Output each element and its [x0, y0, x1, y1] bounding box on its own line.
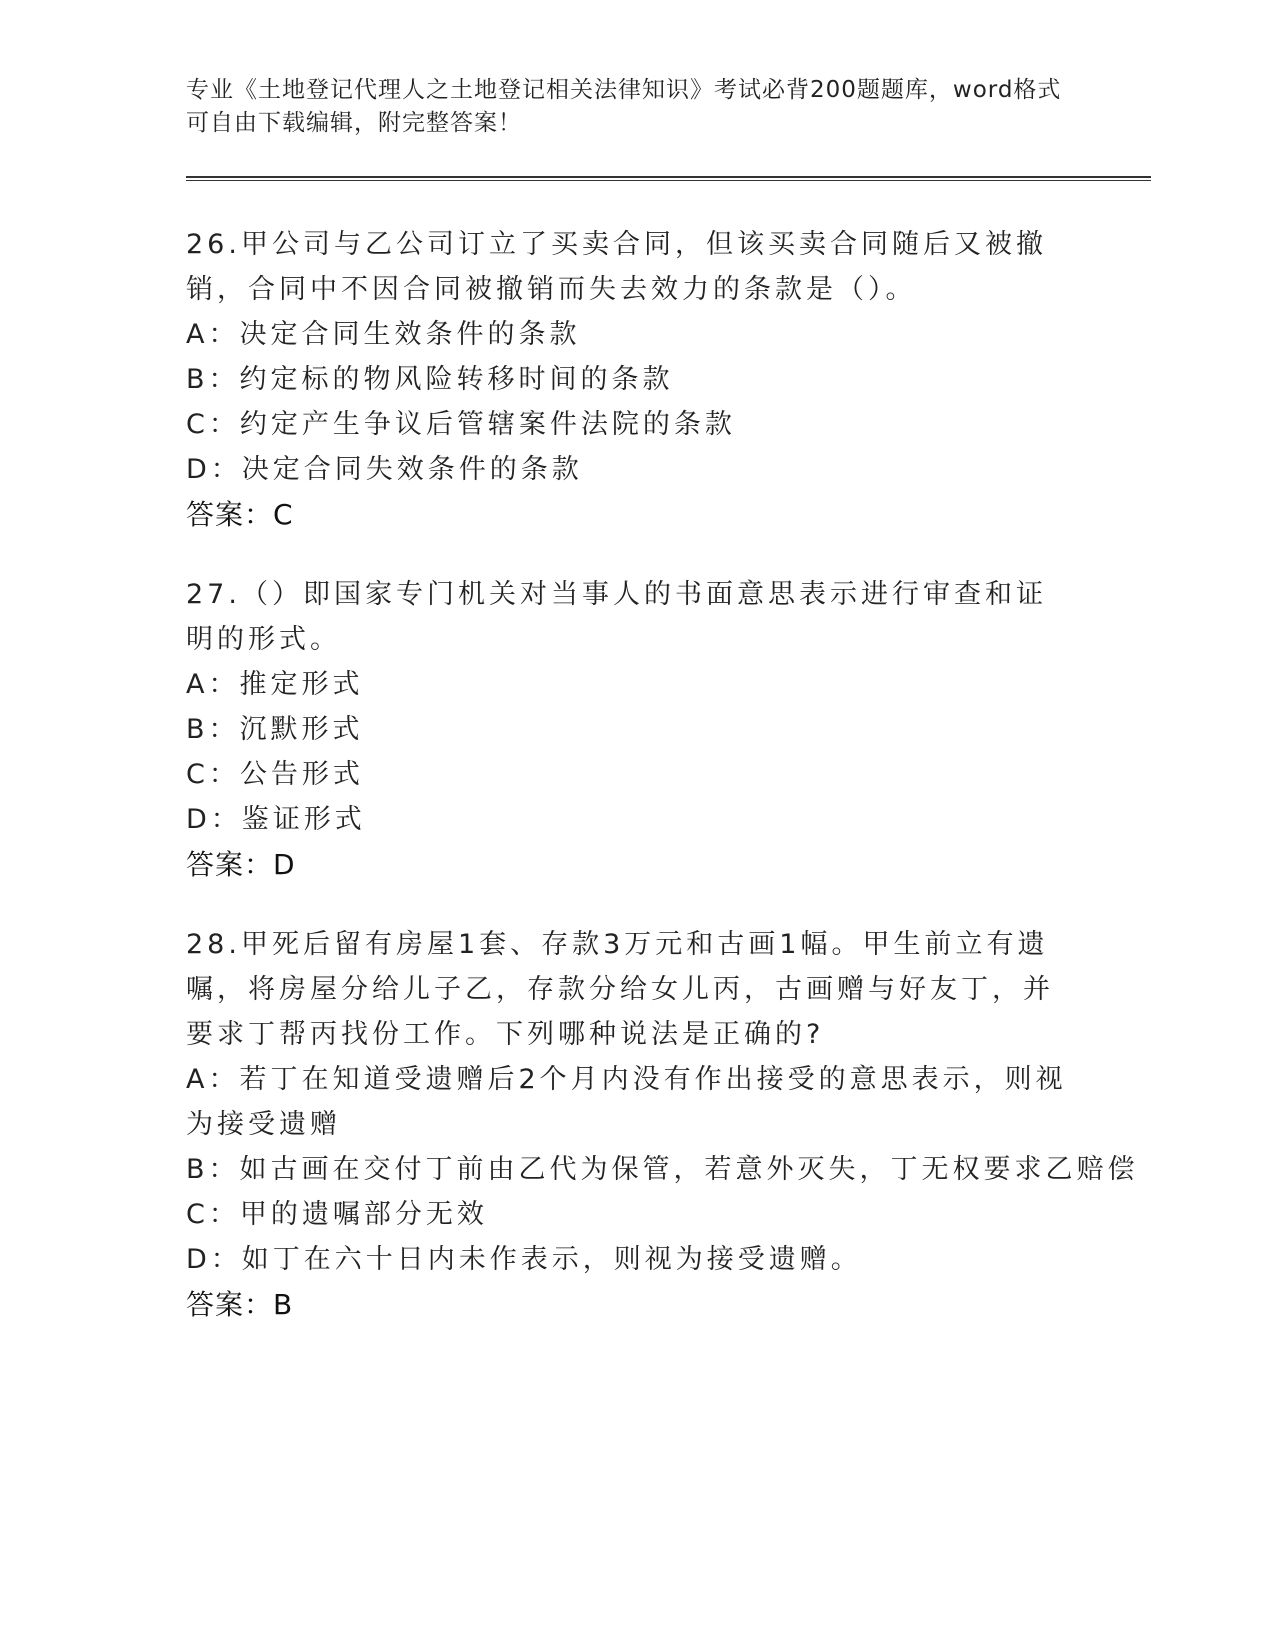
header-text: 专业《土地登记代理人之土地登记相关法律知识》考试必背200题题库，word格式可自由下载编辑，附完整答案！ [186, 77, 1062, 136]
document-header [186, 74, 1066, 140]
option-c: C：公告形式 [186, 759, 364, 790]
answer: 答案：D [186, 848, 296, 881]
option-b: B：约定标的物风险转移时间的条款 [186, 364, 674, 395]
option-a: A：推定形式 [186, 669, 364, 700]
option-d: D：鉴证形式 [186, 804, 366, 835]
option-c: C：约定产生争议后管辖案件法院的条款 [186, 409, 736, 440]
option-d: D：如丁在六十日内未作表示，则视为接受遗赠。 [186, 1244, 862, 1275]
question-28 [186, 922, 1139, 1328]
answer: 答案：B [186, 1288, 294, 1321]
question-27 [186, 572, 1076, 888]
option-a: A：若丁在知道受遗赠后2个月内没有作出接受的意思表示，则视为接受遗赠 [186, 1064, 1067, 1140]
question-stem: 28.甲死后留有房屋1套、存款3万元和古画1幅。甲生前立有遗嘱，将房屋分给儿子乙，存款分给女儿丙，古画赠与好友丁，并要求丁帮丙找份工作。下列哪种说法是正确的? [186, 929, 1054, 1050]
header-divider [186, 176, 1151, 181]
answer: 答案：C [186, 498, 294, 531]
question-stem: 27.（）即国家专门机关对当事人的书面意思表示进行审查和证明的形式。 [186, 579, 1047, 655]
question-stem: 26.甲公司与乙公司订立了买卖合同，但该买卖合同随后又被撤销，合同中不因合同被撤销而失去效力的条款是（）。 [186, 229, 1047, 305]
option-b: B：如古画在交付丁前由乙代为保管，若意外灭失，丁无权要求乙赔偿 [186, 1154, 1139, 1185]
question-26 [186, 222, 1076, 538]
option-a: A：决定合同生效条件的条款 [186, 319, 581, 350]
option-d: D：决定合同失效条件的条款 [186, 454, 583, 485]
option-b: B：沉默形式 [186, 714, 364, 745]
option-c: C：甲的遗嘱部分无效 [186, 1199, 488, 1230]
